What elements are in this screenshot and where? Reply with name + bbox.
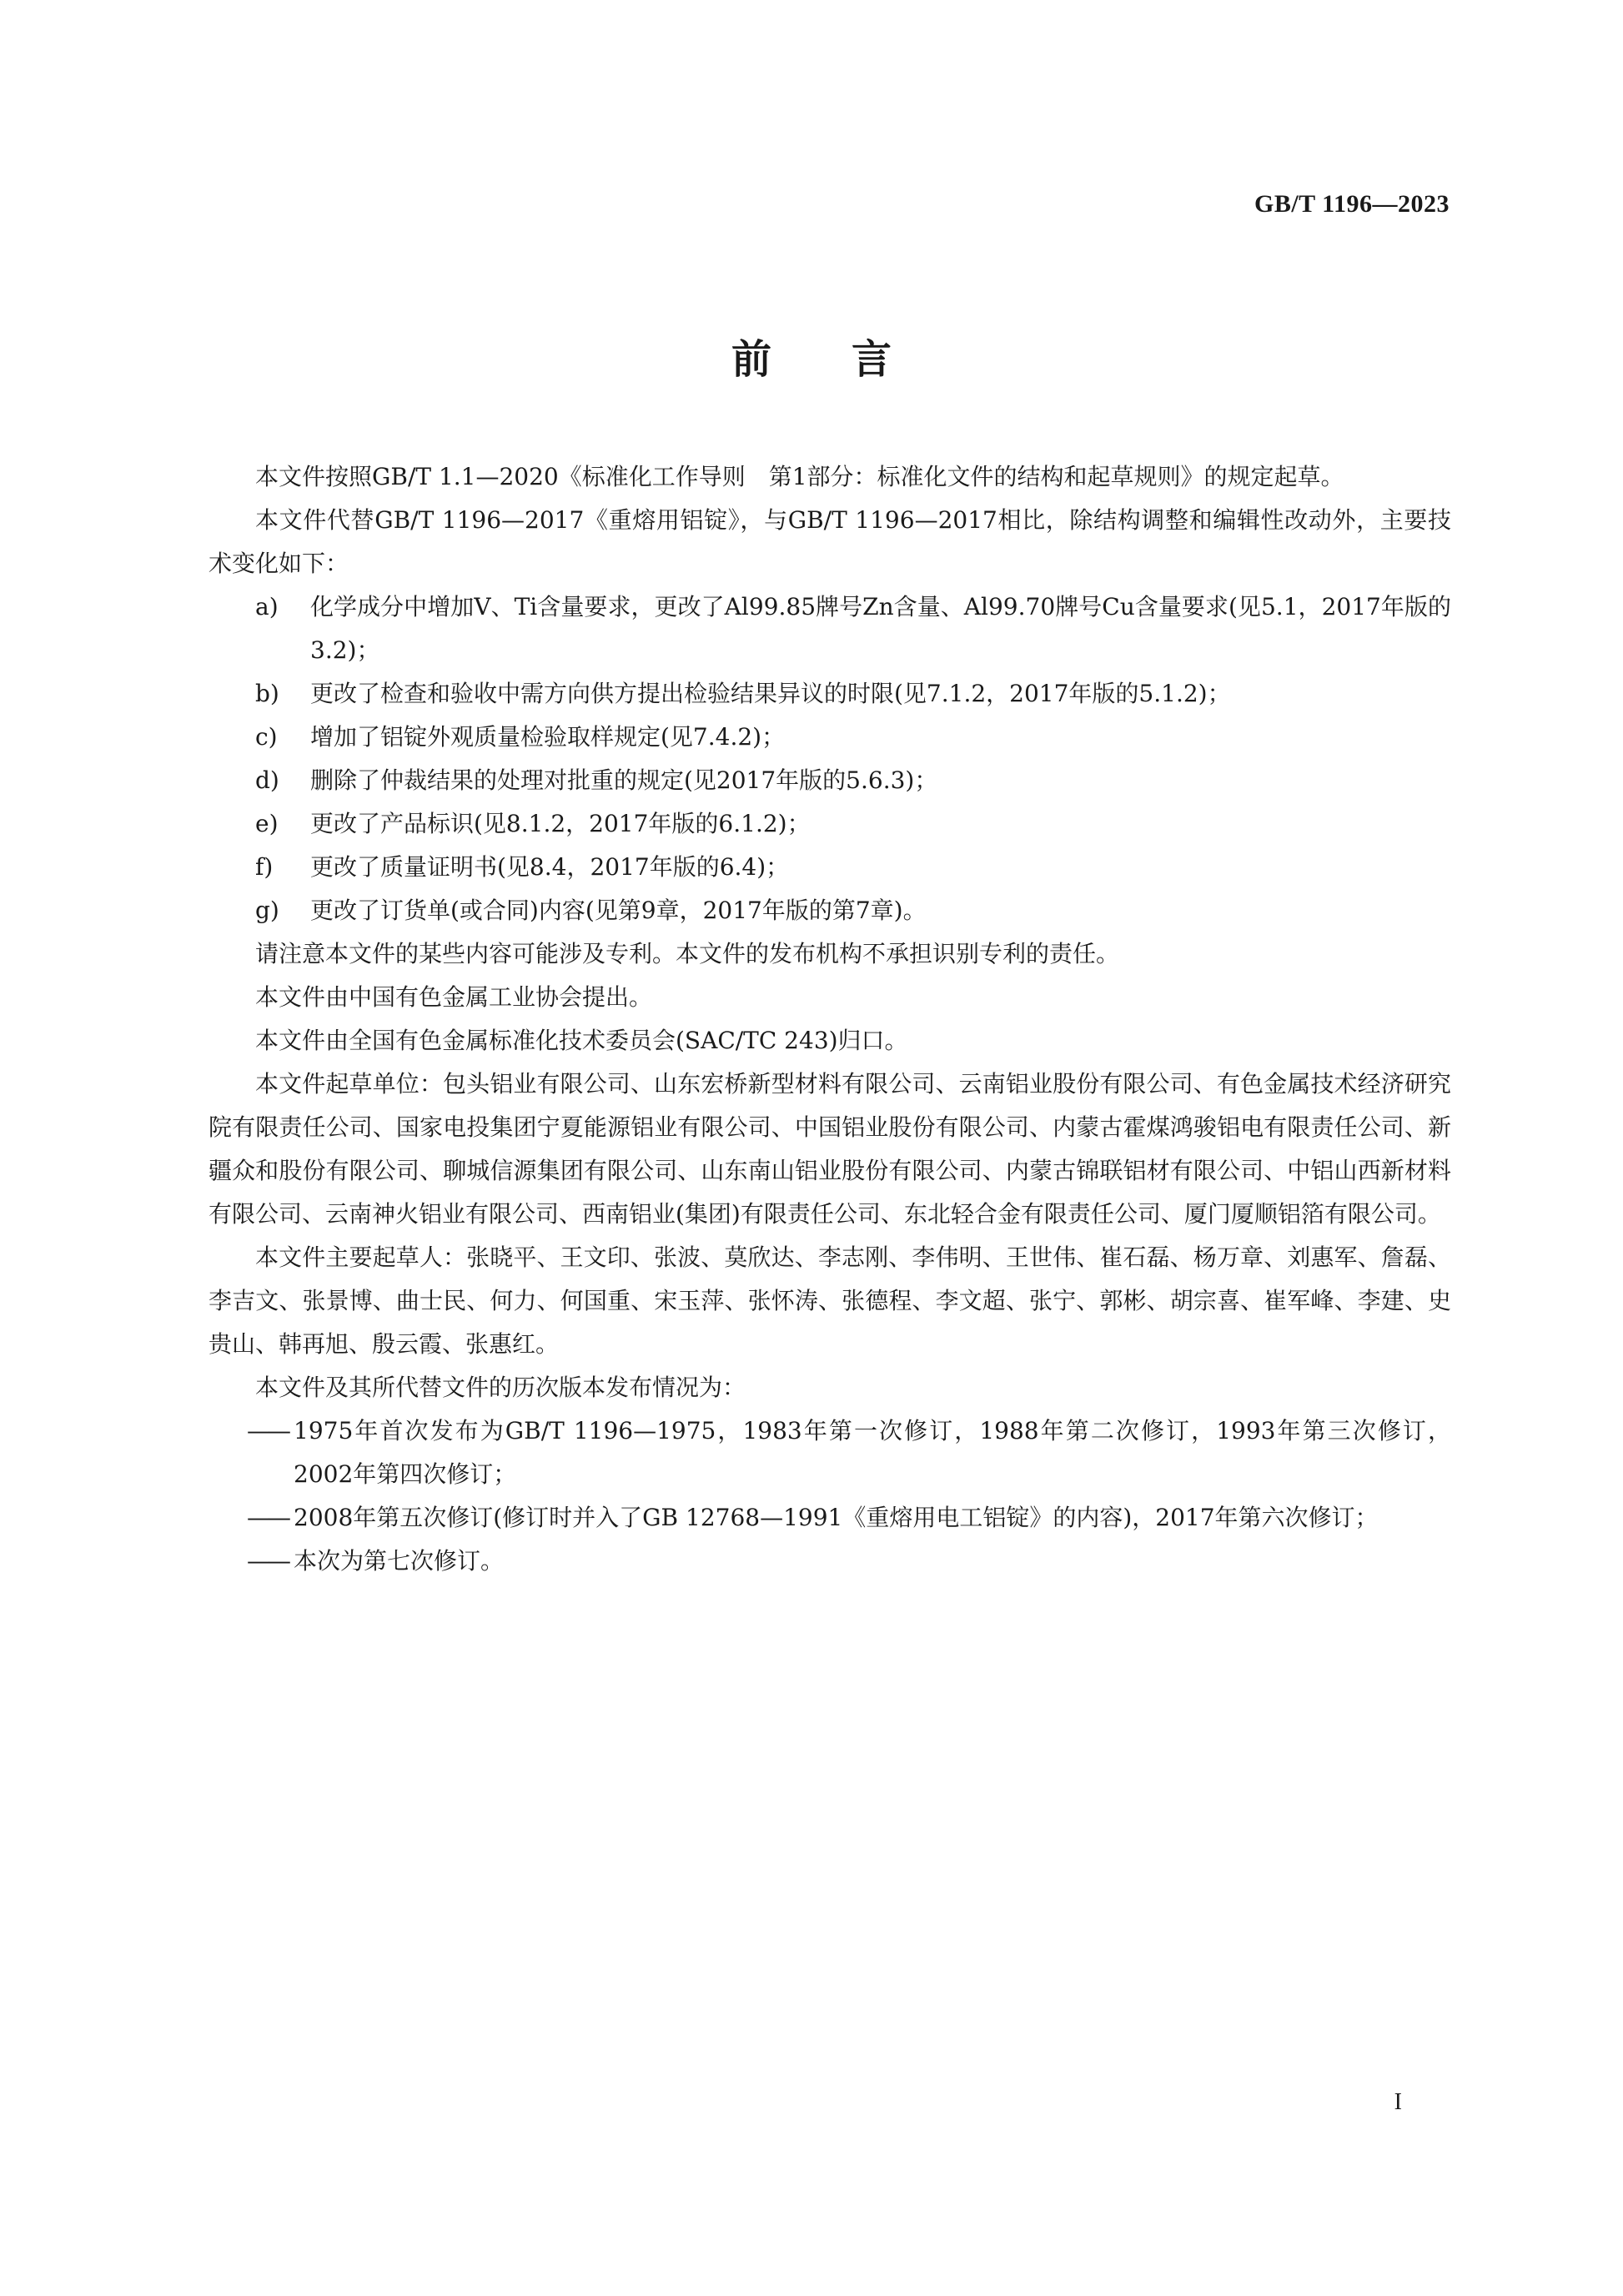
list-item-text: 更改了检查和验收中需方向供方提出检验结果异议的时限(见7.1.2，2017年版的5.1.2)； [310,680,1231,707]
dash-marker: —— [247,1547,289,1575]
list-item-text: 删除了仲裁结果的处理对批重的规定(见2017年版的5.6.3)； [310,766,938,794]
list-item [209,716,1451,759]
dash-marker: —— [247,1504,289,1531]
page-number: I [1394,2089,1402,2115]
list-item-text: 本次为第七次修订。 [294,1547,505,1575]
list-item [209,585,1451,672]
list-item-text: 更改了产品标识(见8.1.2，2017年版的6.1.2)； [310,810,811,837]
list-item [209,759,1451,802]
page-title: 前言 [731,336,972,383]
version-history-list [209,1409,1451,1583]
list-item [209,846,1451,889]
standard-code: GB/T 1196—2023 [1254,190,1450,218]
list-item-text: 2008年第五次修订(修订时并入了GB 12768—1991《重熔用电工铝锭》的内容)，2017年第六次修订； [294,1504,1379,1531]
list-item-text: 1975年首次发布为GB/T 1196—1975，1983年第一次修订，1988年第二次修订，1993年第三次修订，2002年第四次修订； [294,1417,1451,1488]
drafters-paragraph: 本文件主要起草人：张晓平、王文印、张波、莫欣达、李志刚、李伟明、王世伟、崔石磊、杨万章、刘惠军、詹磊、李吉文、张景博、曲士民、何力、何国重、宋玉萍、张怀涛、张德程、李文超、张宁、郭彬、胡宗喜、崔军峰、李建、史贵山、韩再旭、殷云霞、张惠红。 [209,1243,1451,1358]
list-item [209,1409,1451,1496]
list-item-label: e) [255,810,279,837]
proposer-paragraph: 本文件由中国有色金属工业协会提出。 [255,983,653,1011]
list-item [209,802,1451,846]
list-item-label: f) [255,853,274,881]
list-item-label: c) [255,723,278,751]
replacement-paragraph: 本文件代替GB/T 1196—2017《重熔用铝锭》，与GB/T 1196—2017相比，除结构调整和编辑性改动外，主要技术变化如下： [209,506,1451,577]
list-item-text: 更改了质量证明书(见8.4，2017年版的6.4)； [310,853,790,881]
list-item [209,889,1451,932]
list-item-label: a) [255,593,279,620]
list-item-text: 化学成分中增加V、Ti含量要求，更改了Al99.85牌号Zn含量、Al99.70牌号Cu含量要求(见5.1，2017年版的3.2)； [310,593,1451,664]
list-item-label: g) [255,897,279,924]
dash-marker: —— [247,1417,289,1444]
drafting-basis-paragraph: 本文件按照GB/T 1.1—2020《标准化工作导则 第1部分：标准化文件的结构和起草规则》的规定起草。 [255,463,1344,490]
drafting-units-paragraph: 本文件起草单位：包头铝业有限公司、山东宏桥新型材料有限公司、云南铝业股份有限公司、有色金属技术经济研究院有限责任公司、国家电投集团宁夏能源铝业有限公司、中国铝业股份有限公司、内蒙古霍煤鸿骏铝电有限责任公司、新疆众和股份有限公司、聊城信源集团有限公司、山东南山铝业股份有限公司、内蒙古锦联铝材有限公司、中铝山西新材料有限公司、云南神火铝业有限公司、西南铝业(集团)有限责任公司、东北轻合金有限责任公司、厦门厦顺铝箔有限公司。 [209,1070,1451,1228]
list-item [209,1496,1451,1540]
list-item-label: d) [255,766,279,794]
patent-notice-paragraph: 请注意本文件的某些内容可能涉及专利。本文件的发布机构不承担识别专利的责任。 [255,940,1120,967]
document-body [209,455,1451,1583]
committee-paragraph: 本文件由全国有色金属标准化技术委员会(SAC/TC 243)归口。 [255,1027,908,1054]
list-item [209,1540,1451,1583]
list-item [209,672,1451,716]
technical-changes-list [209,585,1451,932]
list-item-text: 更改了订货单(或合同)内容(见第9章，2017年版的第7章)。 [310,897,927,924]
history-intro-paragraph: 本文件及其所代替文件的历次版本发布情况为： [255,1374,746,1401]
list-item-label: b) [255,680,279,707]
list-item-text: 增加了铝锭外观质量检验取样规定(见7.4.2)； [310,723,786,751]
